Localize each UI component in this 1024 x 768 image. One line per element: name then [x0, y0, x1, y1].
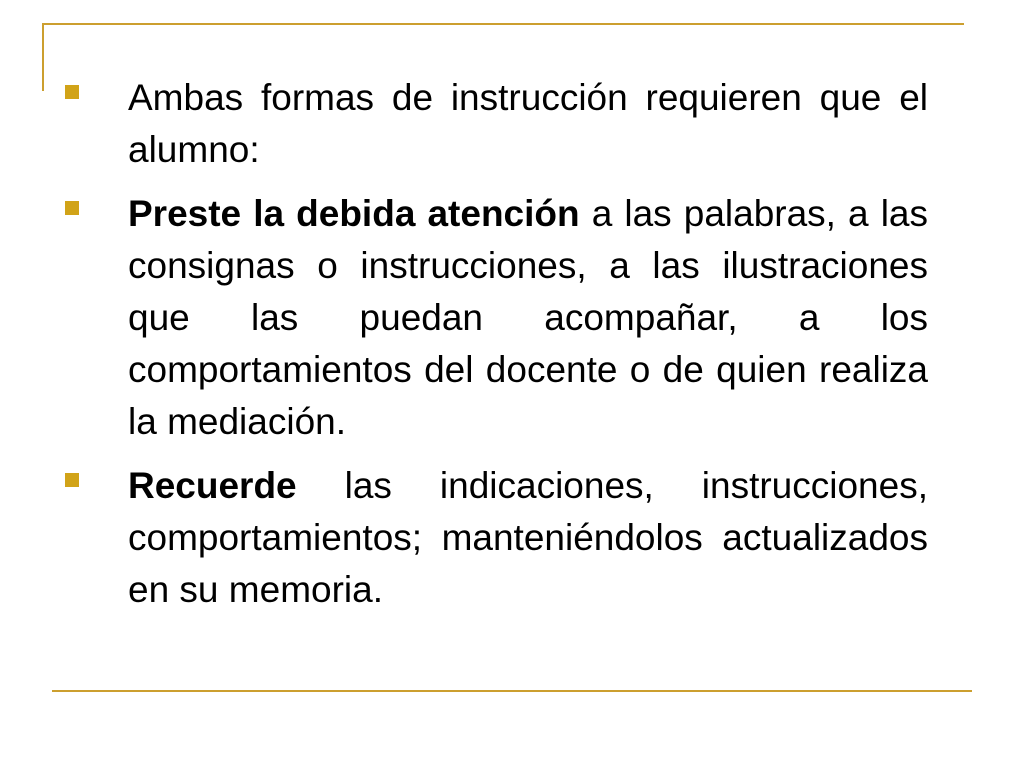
bullet-body: a las palabras, a las consignas o instrucciones, a las ilustraciones que las puedan acompañar, a los comportamientos del docente o de quien realiza la mediación. [128, 193, 928, 442]
bullet-item [58, 460, 928, 616]
slide-body [58, 72, 928, 628]
bullet-emphasis: Recuerde [128, 465, 297, 506]
square-bullet-icon [65, 473, 79, 487]
bullet-text [128, 72, 928, 176]
bullet-body: Ambas formas de instrucción requieren que el alumno: [128, 77, 928, 170]
square-bullet-icon [65, 201, 79, 215]
bullet-text [128, 460, 928, 616]
top-decorative-rule [42, 23, 964, 25]
bullet-emphasis: Preste la debida atención [128, 193, 580, 234]
bullet-body: las indicaciones, instrucciones, comportamientos; manteniéndolos actualizados en su memoria. [128, 465, 928, 610]
bullet-item [58, 72, 928, 176]
bullet-text [128, 188, 928, 448]
bullet-item [58, 188, 928, 448]
left-decorative-rule [42, 23, 44, 91]
square-bullet-icon [65, 85, 79, 99]
bottom-decorative-rule [52, 690, 972, 692]
